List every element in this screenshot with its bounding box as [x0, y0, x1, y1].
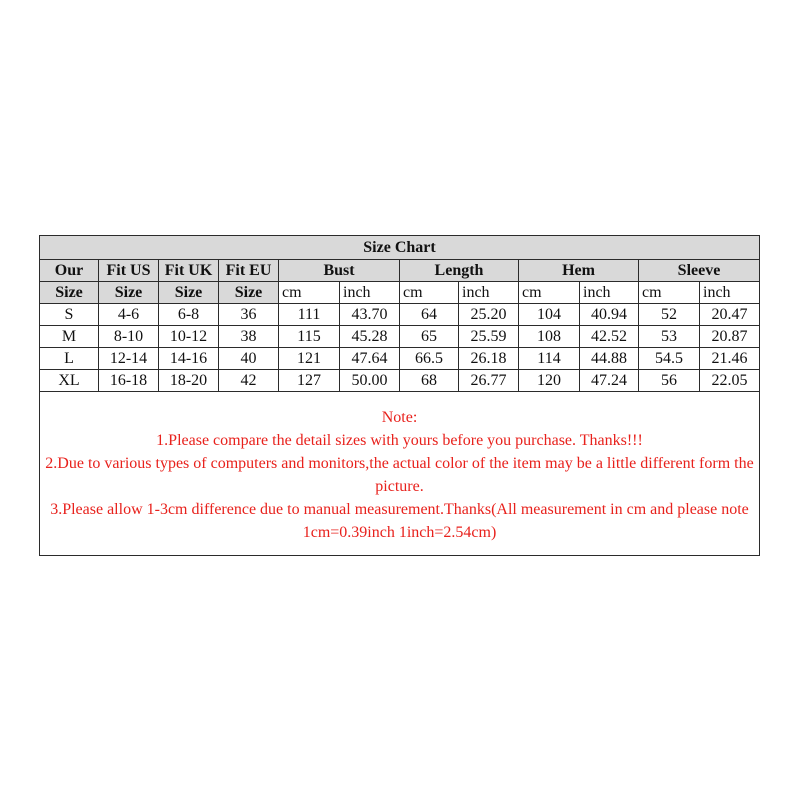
notes-box [40, 392, 760, 556]
table-cell: 47.24 [580, 370, 639, 392]
table-cell: 18-20 [159, 370, 219, 392]
note-line-1: 1.Please compare the detail sizes with yours before you purchase. Thanks!!! [156, 432, 643, 449]
table-cell: 21.46 [700, 348, 760, 370]
table-cell: 20.47 [700, 304, 760, 326]
table-cell: 121 [279, 348, 340, 370]
header-bust: Bust [279, 260, 400, 282]
unit-cell: cm [519, 282, 580, 304]
table-cell: 40 [219, 348, 279, 370]
table-cell: 36 [219, 304, 279, 326]
table-row [40, 326, 760, 348]
header-our-size: Our [40, 260, 99, 282]
table-cell: 25.20 [459, 304, 519, 326]
table-cell: M [40, 326, 99, 348]
table-cell: 104 [519, 304, 580, 326]
unit-cell: cm [639, 282, 700, 304]
table-cell: 66.5 [400, 348, 459, 370]
table-cell: 115 [279, 326, 340, 348]
table-cell: 56 [639, 370, 700, 392]
table-cell: 16-18 [99, 370, 159, 392]
table-cell: 26.18 [459, 348, 519, 370]
table-cell: 114 [519, 348, 580, 370]
table-cell: 65 [400, 326, 459, 348]
table-cell: 22.05 [700, 370, 760, 392]
table-row [40, 304, 760, 326]
table-title: Size Chart [40, 236, 760, 260]
note-line-2: 2.Due to various types of computers and monitors,the actual color of the item may be a little different form the picture. [45, 455, 754, 495]
table-cell: 45.28 [340, 326, 400, 348]
table-cell: 68 [400, 370, 459, 392]
table-cell: 111 [279, 304, 340, 326]
header-fit-eu: Fit EU [219, 260, 279, 282]
header-length: Length [400, 260, 519, 282]
table-cell: 50.00 [340, 370, 400, 392]
header-fit-us-line2: Size [99, 282, 159, 304]
unit-cell: inch [340, 282, 400, 304]
size-chart [39, 235, 759, 556]
table-cell: 8-10 [99, 326, 159, 348]
table-cell: 20.87 [700, 326, 760, 348]
unit-cell: inch [580, 282, 639, 304]
table-cell: 54.5 [639, 348, 700, 370]
header-our-size-line2: Size [40, 282, 99, 304]
header-fit-eu-line2: Size [219, 282, 279, 304]
table-row [40, 348, 760, 370]
note-heading: Note: [381, 409, 418, 426]
table-cell: 40.94 [580, 304, 639, 326]
table-cell: 52 [639, 304, 700, 326]
unit-cell: inch [459, 282, 519, 304]
header-sleeve: Sleeve [639, 260, 760, 282]
unit-cell: cm [400, 282, 459, 304]
table-cell: 53 [639, 326, 700, 348]
table-cell: XL [40, 370, 99, 392]
table-cell: S [40, 304, 99, 326]
table-cell: 25.59 [459, 326, 519, 348]
note-line-3: 3.Please allow 1-3cm difference due to manual measurement.Thanks(All measurement in cm and please note 1cm=0.39inch 1inch=2.54cm) [50, 501, 749, 541]
table-cell: 10-12 [159, 326, 219, 348]
table-cell: 4-6 [99, 304, 159, 326]
table-cell: 108 [519, 326, 580, 348]
table-cell: 64 [400, 304, 459, 326]
size-chart-table [39, 235, 760, 556]
table-cell: 127 [279, 370, 340, 392]
header-fit-uk: Fit UK [159, 260, 219, 282]
unit-cell: inch [700, 282, 760, 304]
table-cell: L [40, 348, 99, 370]
table-cell: 38 [219, 326, 279, 348]
header-fit-uk-line2: Size [159, 282, 219, 304]
header-hem: Hem [519, 260, 639, 282]
unit-cell: cm [279, 282, 340, 304]
table-cell: 42.52 [580, 326, 639, 348]
table-cell: 43.70 [340, 304, 400, 326]
table-cell: 14-16 [159, 348, 219, 370]
table-row [40, 370, 760, 392]
table-cell: 120 [519, 370, 580, 392]
table-cell: 26.77 [459, 370, 519, 392]
header-fit-us: Fit US [99, 260, 159, 282]
table-cell: 12-14 [99, 348, 159, 370]
table-cell: 42 [219, 370, 279, 392]
table-cell: 6-8 [159, 304, 219, 326]
table-cell: 47.64 [340, 348, 400, 370]
table-cell: 44.88 [580, 348, 639, 370]
